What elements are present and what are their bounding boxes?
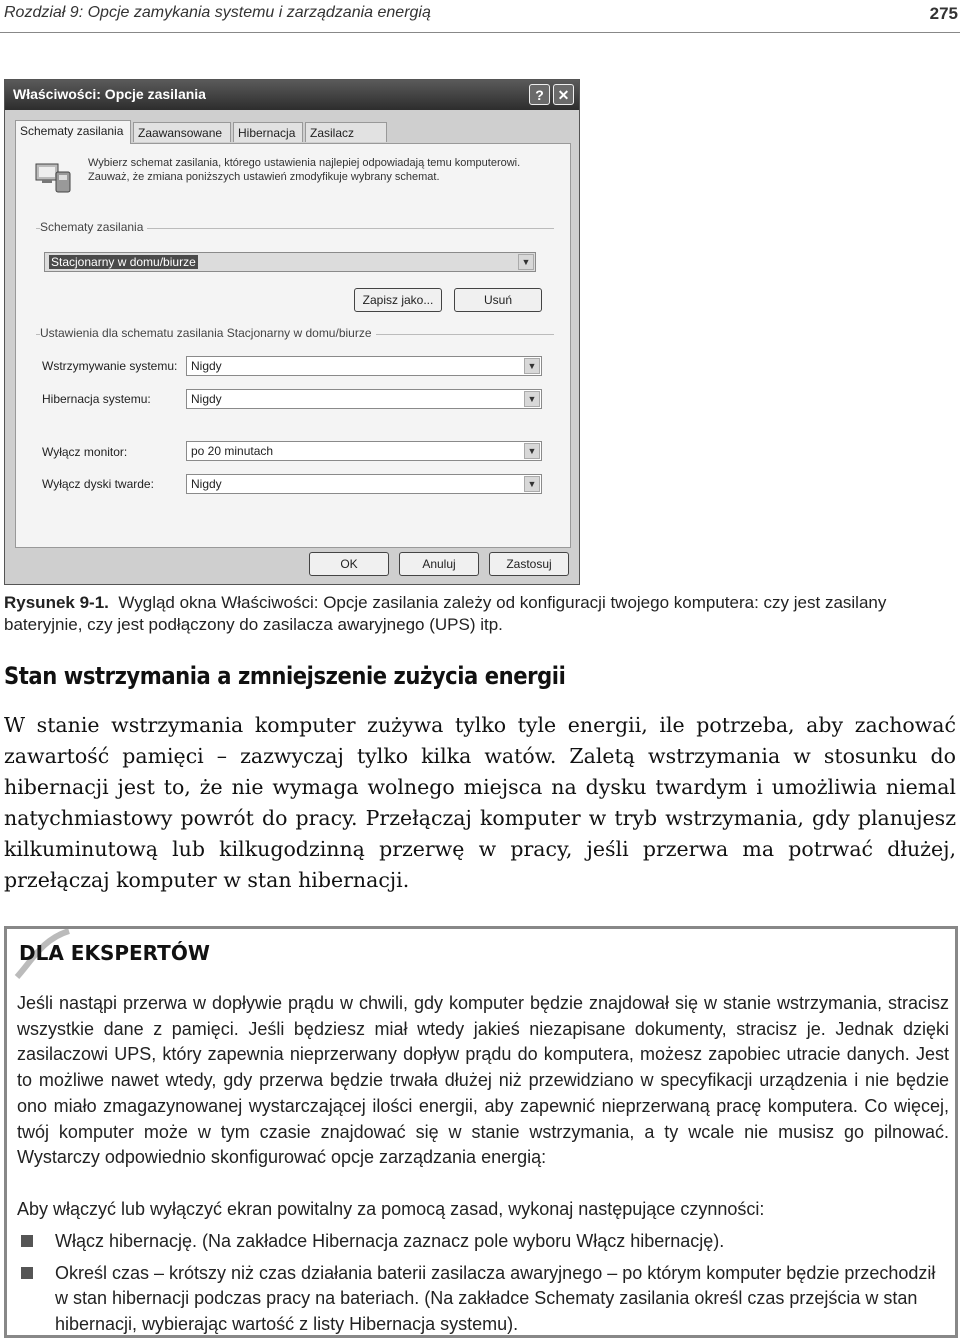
list-item	[17, 1261, 949, 1338]
standby-value: Nigdy	[191, 359, 222, 373]
hibernate-label: Hibernacja systemu:	[42, 392, 151, 406]
standby-select[interactable]	[186, 356, 542, 376]
monitor-value: po 20 minutach	[191, 444, 274, 458]
monitor-select[interactable]	[186, 441, 542, 461]
chevron-down-icon[interactable]: ▼	[524, 358, 540, 374]
help-button[interactable]: ?	[529, 84, 550, 105]
expert-box-lead: Aby włączyć lub wyłączyć ekran powitalny za pomocą zasad, wykonaj następujące czynności:	[17, 1199, 765, 1219]
hibernate-value: Nigdy	[191, 392, 222, 406]
header-rule	[0, 32, 960, 33]
page-number: 275	[929, 4, 958, 23]
figure-caption-text: Wygląd okna Właściwości: Opcje zasilania zależy od konfiguracji twojego komputera: czy jest zasilany bateryjnie, czy jest podłączony do zasilacza awaryjnego (UPS) itp.	[4, 593, 887, 634]
chevron-down-icon[interactable]: ▼	[524, 391, 540, 407]
power-scheme-icon	[34, 158, 74, 196]
save-as-button[interactable]: Zapisz jako...	[354, 288, 442, 312]
cancel-button[interactable]: Anuluj	[399, 552, 479, 576]
dialog-tabs	[15, 120, 575, 144]
harddisk-value: Nigdy	[191, 477, 222, 491]
hibernate-select[interactable]	[186, 389, 542, 409]
chevron-down-icon[interactable]: ▼	[524, 443, 540, 459]
bullet-icon	[21, 1235, 33, 1247]
chevron-down-icon[interactable]: ▼	[524, 476, 540, 492]
close-button[interactable]: ✕	[553, 84, 574, 105]
expert-box	[4, 926, 958, 1338]
tab-ups[interactable]: Zasilacz	[305, 122, 387, 142]
ok-button[interactable]: OK	[309, 552, 389, 576]
schemes-group-label: Schematy zasilania	[40, 220, 147, 234]
harddisk-select[interactable]	[186, 474, 542, 494]
expert-box-paragraph: Jeśli nastąpi przerwa w dopływie prądu w chwili, gdy komputer będzie znajdował się w stanie wstrzymania, stracisz wszystkie dane z pamięci. Jeśli będziesz miał wtedy jakieś niezapisane dokumenty, stracisz je. Jednak dzięki zasilaczowi UPS, który zapewnia nieprzerwany dopływ prądu do komputera, możesz zapobiec utracie danych. Jest to możliwe nawet wtedy, gdy przerwa będzie trwała dłużej niż przewidziano w specyfikacji urządzenia i nie będzie ono miało zmagazynowanej wystarczającej ilości energii, aby zapewnić nieprzerwaną pracę komputera. Co więcej, twój komputer może w tym czasie znajdować się w stanie wstrzymania, a ty wcale nie musisz go pilnować. Wystarczy odpowiednio skonfigurować opcje zarządzania energią:	[17, 993, 949, 1168]
expert-box-title: DLA EKSPERTÓW	[19, 941, 210, 965]
apply-button[interactable]: Zastosuj	[489, 552, 569, 576]
harddisk-label: Wyłącz dyski twarde:	[42, 477, 154, 491]
monitor-label: Wyłącz monitor:	[42, 445, 128, 459]
power-scheme-select[interactable]	[44, 252, 536, 272]
settings-group-label: Ustawienia dla schematu zasilania Stacjonarny w domu/biurze	[40, 326, 376, 340]
figure-label: Rysunek 9-1.	[4, 593, 109, 612]
chapter-title: Rozdział 9: Opcje zamykania systemu i zarządzania energią	[4, 4, 431, 21]
section-paragraph: W stanie wstrzymania komputer zużywa tylko tyle energii, ile potrzeba, aby zachować zawartość pamięci – zazwyczaj tylko kilka watów. Zaletą wstrzymania w stosunku do hibernacji jest to, że nie wymaga wolnego miejsca na dysku twardym i umożliwia niemal natychmiastowy powrót do pracy. Przełączaj komputer w tryb wstrzymania, gdy planujesz kilkuminutową lub kilkugodzinną przerwę w pracy, jeśli przerwa ma potrwać dłużej, przełączaj komputer w stan hibernacji.	[4, 713, 956, 892]
list-item-text: Określ czas – krótszy niż czas działania baterii zasilacza awaryjnego – po którym komputer będzie przechodził w stan hibernacji podczas pracy na bateriach. (Na zakładce Schematy zasilania określ czas przejścia w stan hibernacji, wybierając wartość z listy Hibernacja systemu).	[55, 1262, 936, 1335]
running-head	[4, 4, 958, 26]
power-scheme-value: Stacjonarny w domu/biurze	[51, 255, 196, 269]
section-heading: Stan wstrzymania a zmniejszenie zużycia energii	[4, 662, 566, 690]
figure-caption	[4, 592, 949, 636]
bullet-icon	[21, 1267, 33, 1279]
dialog-title: Właściwości: Opcje zasilania	[13, 86, 206, 102]
tab-panel	[15, 143, 571, 548]
delete-button[interactable]: Usuń	[454, 288, 542, 312]
tab-power-schemes[interactable]: Schematy zasilania	[15, 120, 131, 144]
standby-label: Wstrzymywanie systemu:	[42, 359, 178, 373]
power-options-dialog	[4, 79, 580, 585]
list-item-text: Włącz hibernację. (Na zakładce Hibernacja zaznacz pole wyboru Włącz hibernację).	[55, 1231, 725, 1251]
intro-text: Wybierz schemat zasilania, którego ustawienia najlepiej odpowiadają temu komputerowi. Zauważ, że zmiana poniższych ustawień zmodyfikuje wybrany schemat.	[88, 157, 521, 183]
list-item	[17, 1229, 949, 1255]
tab-hibernation[interactable]: Hibernacja	[233, 122, 303, 142]
tab-advanced[interactable]: Zaawansowane	[133, 122, 231, 142]
expert-box-list	[17, 1229, 949, 1344]
chevron-down-icon[interactable]: ▼	[518, 254, 534, 270]
dialog-titlebar	[5, 80, 579, 110]
